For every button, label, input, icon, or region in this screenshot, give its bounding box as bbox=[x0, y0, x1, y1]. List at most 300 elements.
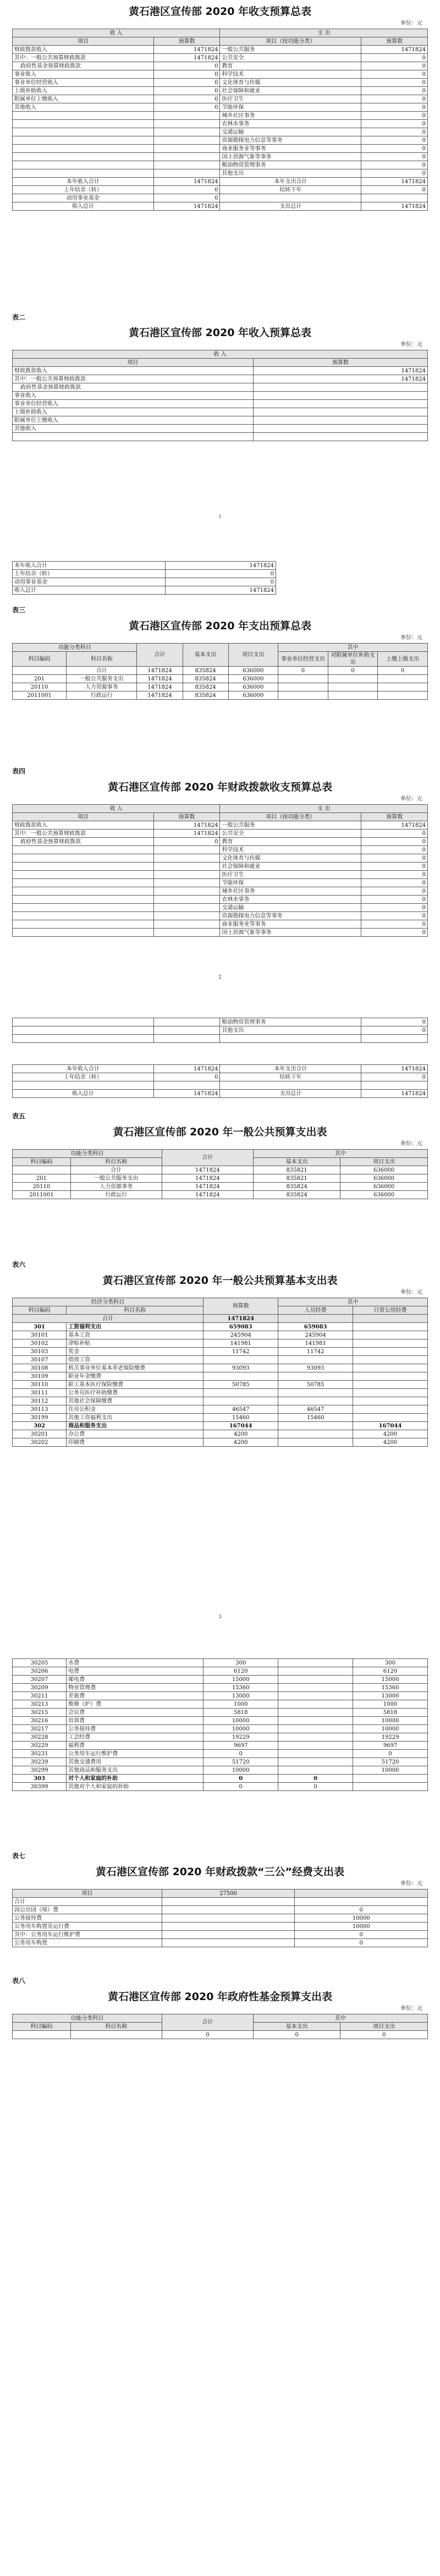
table1-col-item-func: 项目（按功能分类） bbox=[220, 37, 361, 46]
table-cell: 公务用车运行维护费 bbox=[67, 1750, 204, 1758]
table-row bbox=[13, 887, 428, 896]
table-cell bbox=[278, 1372, 353, 1381]
table5-head-basic: 基本支出 bbox=[253, 1158, 340, 1166]
table-cell: 0 bbox=[153, 838, 220, 846]
table-cell bbox=[153, 912, 220, 920]
table-cell bbox=[278, 1356, 353, 1364]
table-row bbox=[13, 578, 276, 586]
table-cell bbox=[278, 1733, 353, 1742]
table-cell: 一般公共服务支出 bbox=[67, 675, 137, 683]
table-row bbox=[13, 1191, 428, 1199]
table-cell bbox=[153, 161, 220, 169]
table8-head-total: 合计 bbox=[162, 2014, 253, 2031]
table-cell: 0 bbox=[361, 153, 428, 161]
table-cell: 0 bbox=[204, 1775, 278, 1783]
table-cell: 1471824 bbox=[361, 821, 428, 830]
table-cell: 文化体育与传媒 bbox=[220, 79, 361, 87]
table-cell: 0 bbox=[361, 887, 428, 896]
table6-cont-section bbox=[12, 1658, 428, 1791]
table-cell: 节能环保 bbox=[220, 103, 361, 112]
table-cell: 30111 bbox=[13, 1389, 67, 1397]
table7-section bbox=[12, 1865, 428, 1947]
table-cell: 附属单位上缴收入 bbox=[13, 95, 154, 103]
table-cell: 302 bbox=[13, 1422, 67, 1430]
table-cell: 659083 bbox=[278, 1323, 353, 1331]
page-number-3: 3 bbox=[218, 1614, 222, 1620]
table-cell: 其他工资福利支出 bbox=[67, 1414, 204, 1422]
table-cell: 0 bbox=[278, 1775, 353, 1783]
table-cell: 93093 bbox=[278, 1364, 353, 1372]
table2-totals-section bbox=[12, 561, 276, 595]
table-cell: 政府性基金预算财政拨款 bbox=[13, 62, 154, 70]
table6-head-econ: 经济分类科目 bbox=[13, 1298, 204, 1306]
table8-head-code: 科目编码 bbox=[13, 2023, 71, 2031]
table-cell: 0 bbox=[153, 79, 220, 87]
table-cell: 0 bbox=[361, 136, 428, 145]
table-cell bbox=[378, 683, 428, 691]
table-cell: 文化体育与传媒 bbox=[220, 854, 361, 863]
table-cell: 交通运输 bbox=[220, 904, 361, 912]
label-table2: 表二 bbox=[12, 314, 26, 321]
table2-col-budget: 预算数 bbox=[253, 359, 427, 367]
table-cell: 0 bbox=[361, 128, 428, 136]
table-cell: 工资福利支出 bbox=[67, 1323, 204, 1331]
table5-general bbox=[12, 1149, 428, 1199]
table-cell: 0 bbox=[361, 912, 428, 920]
table-cell: 本年支出合计 bbox=[220, 178, 361, 186]
table7-unit: 单位：元 bbox=[400, 1881, 422, 1887]
table-cell: 13000 bbox=[204, 1692, 278, 1700]
table-cell: 30229 bbox=[13, 1742, 67, 1750]
table-cell: 资源勘探电力信息等事务 bbox=[220, 912, 361, 920]
table-cell: 1471824 bbox=[361, 1090, 428, 1098]
table-cell: 1000 bbox=[204, 1700, 278, 1709]
table-cell bbox=[353, 1775, 428, 1783]
table-row bbox=[13, 1348, 428, 1356]
label-table8: 表八 bbox=[12, 1977, 26, 1985]
table-cell bbox=[153, 896, 220, 904]
table3-head-name: 科目名称 bbox=[67, 652, 137, 667]
table-row bbox=[13, 1898, 428, 1906]
table-cell bbox=[13, 128, 154, 136]
table-cell: 659083 bbox=[204, 1323, 278, 1331]
table-row bbox=[13, 863, 428, 871]
table-row bbox=[13, 1939, 428, 1947]
table-cell: 46547 bbox=[278, 1405, 353, 1414]
table-cell: 公务接待费 bbox=[67, 1725, 204, 1733]
table3-head-subsidiary: 对附属单位补助支出 bbox=[328, 652, 378, 667]
table-cell: 津贴补贴 bbox=[67, 1339, 204, 1348]
table8-cell: 0 bbox=[162, 2031, 253, 2039]
table-cell: 机关事业单位基本养老保险缴费 bbox=[67, 1364, 204, 1372]
table-cell: 0 bbox=[295, 1939, 428, 1947]
table-cell bbox=[278, 1659, 353, 1667]
table-cell: 0 bbox=[153, 186, 220, 194]
table-cell: 合计 bbox=[67, 667, 137, 675]
table-row bbox=[13, 854, 428, 863]
table6-head-person: 人员经费 bbox=[278, 1306, 353, 1315]
table-cell: 15360 bbox=[353, 1684, 428, 1692]
table-cell bbox=[353, 1339, 428, 1348]
table-cell: 收入总计 bbox=[13, 1090, 154, 1098]
table-cell: 奖金 bbox=[67, 1348, 204, 1356]
table-cell: 事业收入 bbox=[13, 70, 154, 79]
table-cell bbox=[278, 1758, 353, 1766]
table-cell: 201 bbox=[13, 1174, 71, 1183]
table-row bbox=[13, 846, 428, 854]
table-row bbox=[13, 1389, 428, 1397]
table5-head-func: 功能分类科目 bbox=[13, 1150, 162, 1158]
table2-totals bbox=[12, 561, 276, 595]
table4-col-item-func: 项目（按功能分类） bbox=[220, 813, 361, 821]
table-cell: 30299 bbox=[13, 1766, 67, 1775]
table3-head-proj: 项目支出 bbox=[228, 644, 278, 667]
table-cell bbox=[361, 1035, 428, 1043]
label-table3: 表三 bbox=[12, 606, 26, 614]
table-cell bbox=[378, 675, 428, 683]
table1-title: 黄石港区宣传部 2020 年收支预算总表 bbox=[128, 6, 312, 18]
table-cell: 30108 bbox=[13, 1364, 67, 1372]
table-cell: 公共安全 bbox=[220, 54, 361, 62]
table-cell: 1471824 bbox=[361, 202, 428, 211]
table-cell: 1471824 bbox=[253, 367, 427, 375]
table-cell: 其他对个人和家庭的补助 bbox=[67, 1783, 204, 1791]
table-cell: 1471824 bbox=[361, 178, 428, 186]
table-row bbox=[13, 128, 428, 136]
table-cell bbox=[153, 1035, 220, 1043]
table-cell: 4200 bbox=[353, 1430, 428, 1438]
table-cell: 粮油物资管理事务 bbox=[220, 161, 361, 169]
table-cell: 本年支出合计 bbox=[220, 1065, 361, 1073]
table-cell: 住房公积金 bbox=[67, 1405, 204, 1414]
table-cell bbox=[204, 1356, 278, 1364]
table-cell bbox=[13, 1035, 154, 1043]
table-cell bbox=[278, 1717, 353, 1725]
table-cell: 1471824 bbox=[137, 683, 183, 691]
table8-head-basic: 基本支出 bbox=[253, 2023, 340, 2031]
table-cell: 结转下年 bbox=[220, 1073, 361, 1081]
table-cell: 10000 bbox=[204, 1717, 278, 1725]
table-cell: 1000 bbox=[353, 1700, 428, 1709]
table3-head-code: 科目编码 bbox=[13, 652, 67, 667]
table-row bbox=[13, 929, 428, 937]
table-cell: 0 bbox=[153, 194, 220, 202]
table-row bbox=[13, 1758, 428, 1766]
table8-fund bbox=[12, 2014, 428, 2039]
label-table4: 表四 bbox=[12, 767, 26, 775]
table-cell bbox=[378, 691, 428, 700]
table-row bbox=[13, 1081, 428, 1090]
table-cell: 行政运行 bbox=[67, 691, 137, 700]
table-row bbox=[13, 433, 428, 441]
table-cell: 交通运输 bbox=[220, 128, 361, 136]
table-row bbox=[13, 675, 428, 683]
table-row bbox=[13, 112, 428, 120]
table-cell: 93093 bbox=[204, 1364, 278, 1372]
table-cell: 30228 bbox=[13, 1733, 67, 1742]
table-cell: 1471824 bbox=[162, 1174, 253, 1183]
table-cell bbox=[278, 1389, 353, 1397]
table-row bbox=[13, 1405, 428, 1414]
table-cell: 1471824 bbox=[153, 1090, 220, 1098]
table-cell bbox=[253, 408, 427, 416]
page-number-2: 2 bbox=[218, 975, 222, 980]
table-cell: 科学技术 bbox=[220, 846, 361, 854]
table3-head-total: 合计 bbox=[137, 644, 183, 667]
table-cell: 30209 bbox=[13, 1684, 67, 1692]
table-cell bbox=[153, 904, 220, 912]
table-cell: 政府性基金预算财政拨款 bbox=[13, 838, 154, 846]
table-cell bbox=[253, 433, 427, 441]
table7-head-empty bbox=[295, 1890, 428, 1898]
table-cell: 福利费 bbox=[67, 1742, 204, 1750]
table-cell: 30206 bbox=[13, 1667, 67, 1676]
table-row bbox=[13, 1733, 428, 1742]
table-cell: 财政拨款收入 bbox=[13, 821, 154, 830]
table1-income-expense bbox=[12, 29, 428, 211]
table-row bbox=[13, 1331, 428, 1339]
table2-unit: 单位：元 bbox=[400, 342, 422, 348]
table-cell: 1471824 bbox=[361, 1065, 428, 1073]
table-cell: 15460 bbox=[204, 1414, 278, 1422]
table5-head-name: 科目名称 bbox=[70, 1158, 162, 1166]
table-cell: 0 bbox=[361, 879, 428, 887]
table-cell: 46547 bbox=[204, 1405, 278, 1414]
table-cell bbox=[153, 846, 220, 854]
table-row bbox=[13, 1323, 428, 1331]
table1-section bbox=[12, 4, 428, 211]
table-cell bbox=[220, 1081, 361, 1090]
table-cell: 0 bbox=[361, 120, 428, 128]
table-cell bbox=[253, 392, 427, 400]
table-cell: 科学技术 bbox=[220, 70, 361, 79]
table-cell bbox=[278, 1684, 353, 1692]
table-cell bbox=[204, 1372, 278, 1381]
table-cell: 其中：一般公共预算财政拨款 bbox=[13, 830, 154, 838]
table-cell: 636000 bbox=[340, 1191, 428, 1199]
table-cell: 30217 bbox=[13, 1725, 67, 1733]
table-row bbox=[13, 1438, 428, 1447]
table-row bbox=[13, 70, 428, 79]
table-cell bbox=[353, 1783, 428, 1791]
table-cell: 30113 bbox=[13, 1405, 67, 1414]
table5-unit: 单位：元 bbox=[400, 1141, 422, 1147]
table-cell: 财政拨款收入 bbox=[13, 367, 254, 375]
table-cell: 835821 bbox=[253, 1166, 340, 1174]
table-cell bbox=[220, 194, 361, 202]
table-cell bbox=[13, 1026, 154, 1035]
table-cell: 合计 bbox=[13, 1898, 162, 1906]
table-cell bbox=[353, 1356, 428, 1364]
table-row bbox=[13, 1339, 428, 1348]
table1-col-budget: 预算数 bbox=[153, 37, 220, 46]
table-cell: 1471824 bbox=[162, 1191, 253, 1199]
table3-title: 黄石港区宣传部 2020 年支出预算总表 bbox=[128, 620, 312, 632]
table-cell: 公务接待费 bbox=[13, 1914, 162, 1923]
table-cell bbox=[353, 1323, 428, 1331]
table-cell: 1471824 bbox=[153, 46, 220, 54]
table-cell bbox=[278, 1766, 353, 1775]
table-cell: 上年结余（转） bbox=[13, 1073, 154, 1081]
table6-continued bbox=[12, 1658, 428, 1791]
table-cell: 30207 bbox=[13, 1676, 67, 1684]
table-cell: 其中：一般公共预算财政拨款 bbox=[13, 375, 254, 383]
table-cell bbox=[162, 1906, 295, 1914]
table-row bbox=[13, 1923, 428, 1931]
table-cell bbox=[353, 1331, 428, 1339]
table-cell bbox=[13, 920, 154, 929]
table-cell bbox=[278, 675, 328, 683]
table-row bbox=[13, 920, 428, 929]
table-row bbox=[13, 1035, 428, 1043]
table-cell: 9697 bbox=[353, 1742, 428, 1750]
table-cell: 0 bbox=[361, 920, 428, 929]
table-cell bbox=[162, 1939, 295, 1947]
table-cell bbox=[153, 169, 220, 178]
table-cell: 636000 bbox=[228, 691, 278, 700]
table-row bbox=[13, 1414, 428, 1422]
table8-cell: 0 bbox=[340, 2031, 428, 2039]
table-cell bbox=[328, 675, 378, 683]
table-cell: 10000 bbox=[204, 1725, 278, 1733]
table-cell: 培训费 bbox=[67, 1717, 204, 1725]
table-cell bbox=[328, 691, 378, 700]
table-row bbox=[13, 1073, 428, 1081]
table-row bbox=[13, 87, 428, 95]
table-cell bbox=[278, 1692, 353, 1700]
table-cell: 事业收入 bbox=[13, 392, 254, 400]
table-cell: 300 bbox=[353, 1659, 428, 1667]
table5-title: 黄石港区宣传部 2020 年一般公共预算支出表 bbox=[113, 1126, 327, 1138]
table-row bbox=[13, 830, 428, 838]
table5-head-qizhong: 其中 bbox=[253, 1150, 427, 1158]
table-cell bbox=[353, 1397, 428, 1405]
table-row bbox=[13, 145, 428, 153]
table-row bbox=[13, 1183, 428, 1191]
table-cell bbox=[220, 1035, 361, 1043]
table-cell: 0 bbox=[165, 570, 276, 578]
table-cell: 物业管理费 bbox=[67, 1684, 204, 1692]
table-cell bbox=[353, 1364, 428, 1372]
table-cell: 30215 bbox=[13, 1709, 67, 1717]
table-cell: 0 bbox=[378, 667, 428, 675]
table-cell: 其中：公务用车运行维护费 bbox=[13, 1931, 162, 1939]
table-row bbox=[13, 691, 428, 700]
table5-head-code: 科目编码 bbox=[13, 1158, 71, 1166]
table-cell bbox=[13, 896, 154, 904]
table-row bbox=[13, 1667, 428, 1676]
table-cell: 教育 bbox=[220, 838, 361, 846]
table-cell: 农林水事务 bbox=[220, 896, 361, 904]
table6-head-code: 科目编码 bbox=[13, 1306, 67, 1315]
table3-section bbox=[12, 619, 428, 700]
table-cell: 0 bbox=[361, 87, 428, 95]
table-row bbox=[13, 683, 428, 691]
table-row bbox=[13, 879, 428, 887]
table-cell bbox=[13, 161, 154, 169]
table-row bbox=[13, 1397, 428, 1405]
table8-title: 黄石港区宣传部 2020 年政府性基金预算支出表 bbox=[107, 1991, 333, 2003]
table-cell: 141981 bbox=[278, 1339, 353, 1348]
table-cell: 基本工资 bbox=[67, 1331, 204, 1339]
table-row bbox=[13, 1174, 428, 1183]
table-cell bbox=[162, 1898, 295, 1906]
table-cell: 1471824 bbox=[153, 830, 220, 838]
table-row bbox=[13, 1717, 428, 1725]
table-row bbox=[13, 1914, 428, 1923]
table-cell bbox=[162, 1923, 295, 1931]
table6-head-public: 日常公用经费 bbox=[353, 1306, 428, 1315]
table-row bbox=[13, 1931, 428, 1939]
table8-head-func: 功能分类科目 bbox=[13, 2014, 162, 2023]
table8-head-proj: 项目支出 bbox=[340, 2023, 428, 2031]
table2-title: 黄石港区宣传部 2020 年收入预算总表 bbox=[128, 327, 312, 339]
table-cell bbox=[153, 128, 220, 136]
table-row bbox=[13, 416, 428, 425]
table-cell: 0 bbox=[361, 95, 428, 103]
table-row bbox=[13, 1742, 428, 1750]
table6-basic bbox=[12, 1298, 428, 1447]
table-cell: 公共安全 bbox=[220, 830, 361, 838]
table-cell bbox=[13, 136, 154, 145]
table-cell: 636000 bbox=[228, 675, 278, 683]
table-row bbox=[13, 383, 428, 392]
table-row bbox=[13, 1906, 428, 1914]
table-row bbox=[13, 392, 428, 400]
table-row bbox=[13, 667, 428, 675]
table-cell: 0 bbox=[153, 70, 220, 79]
table-cell bbox=[278, 1676, 353, 1684]
table-cell bbox=[153, 145, 220, 153]
table4-head-expense: 支 出 bbox=[220, 805, 428, 813]
table-cell: 201 bbox=[13, 675, 67, 683]
table7-head-item: 项目 bbox=[13, 1890, 162, 1898]
table-cell: 4200 bbox=[204, 1438, 278, 1447]
table-cell bbox=[295, 1898, 428, 1906]
table6-unit: 单位：元 bbox=[400, 1289, 422, 1295]
table-cell: 事业单位经营收入 bbox=[13, 400, 254, 408]
table-row bbox=[13, 1659, 428, 1667]
table-cell: 事业单位经营收入 bbox=[13, 79, 154, 87]
table-cell: 0 bbox=[361, 1018, 428, 1026]
table-cell: 上级补助收入 bbox=[13, 408, 254, 416]
table-cell: 1471824 bbox=[153, 1065, 220, 1073]
table-cell: 30107 bbox=[13, 1356, 67, 1364]
table-cell bbox=[153, 929, 220, 937]
table-row bbox=[13, 1750, 428, 1758]
table-cell bbox=[153, 120, 220, 128]
table-cell: 30213 bbox=[13, 1700, 67, 1709]
table7-title: 黄石港区宣传部 2020 年财政拨款“三公”经费支出表 bbox=[95, 1866, 345, 1878]
table-row bbox=[13, 896, 428, 904]
table1-col-budget-2: 预算数 bbox=[361, 37, 428, 46]
table-cell: 6120 bbox=[204, 1667, 278, 1676]
table-cell: 0 bbox=[361, 929, 428, 937]
table-cell: 财政拨款收入 bbox=[13, 46, 154, 54]
table-cell bbox=[13, 871, 154, 879]
table8-unit: 单位：元 bbox=[400, 2006, 422, 2012]
table-cell bbox=[153, 879, 220, 887]
table-cell: 上级补助收入 bbox=[13, 87, 154, 95]
table-cell: 0 bbox=[361, 838, 428, 846]
table-cell: 一般公共服务 bbox=[220, 46, 361, 54]
table-cell: 维修（护）费 bbox=[67, 1700, 204, 1709]
table-cell: 政府性基金预算财政拨款 bbox=[13, 383, 254, 392]
table-cell bbox=[13, 153, 154, 161]
table-cell: 农林水事务 bbox=[220, 120, 361, 128]
table-cell: 支出总计 bbox=[220, 1090, 361, 1098]
table-cell: 30211 bbox=[13, 1692, 67, 1700]
